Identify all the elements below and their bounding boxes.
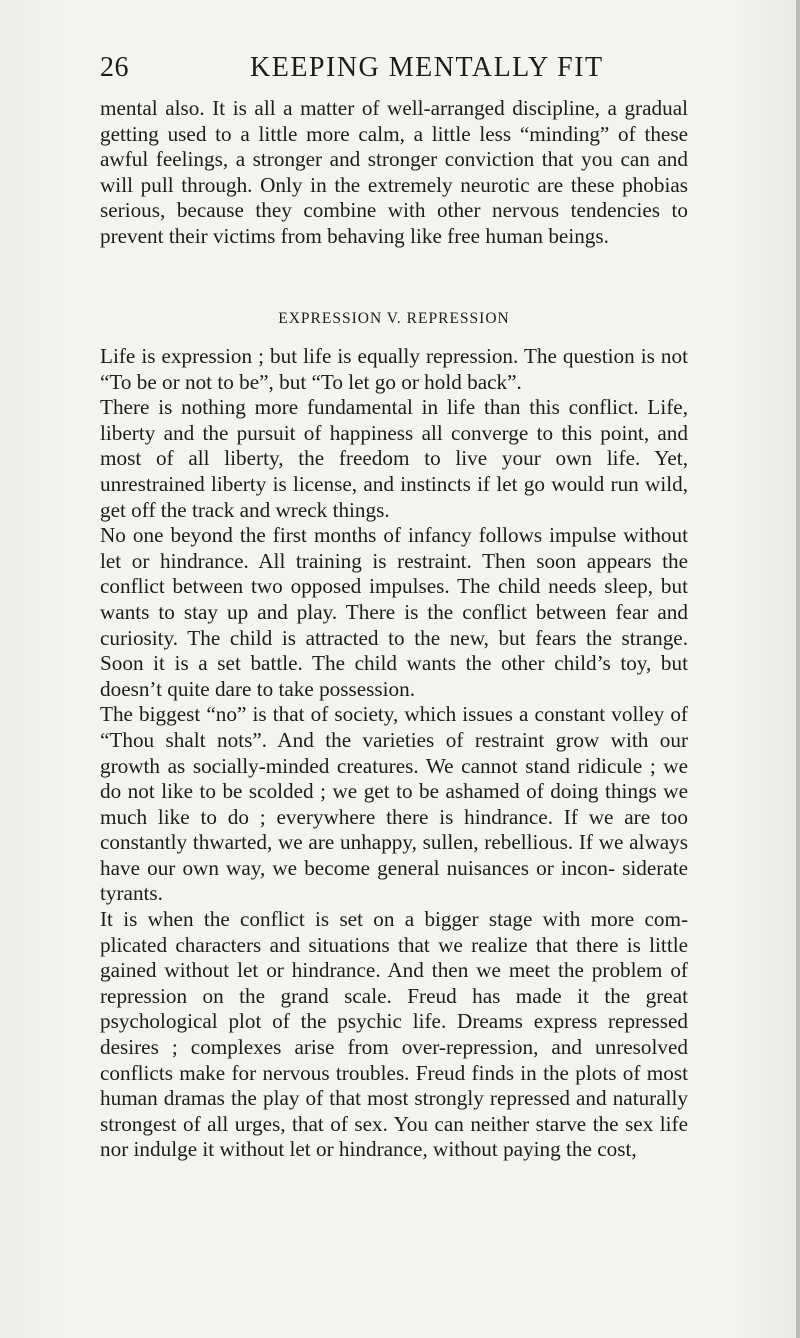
intro-text-block [100, 96, 688, 250]
section-heading: EXPRESSION V. REPRESSION [278, 310, 510, 327]
page-number: 26 [100, 52, 129, 83]
main-text-block [100, 344, 688, 1163]
running-head: KEEPING MENTALLY FIT [250, 52, 604, 83]
page-header [100, 52, 700, 92]
paragraph: Life is expression ; but life is equally repression. The question is not “To be or not to be”, but “To let go or hold back”. [100, 344, 688, 394]
paragraph: No one beyond the first months of infancy follows impulse without let or hindrance. All training is restraint. Then soon appears the conflict between two opposed impulses. The child needs sleep, but wants to stay up and play. There is the conflict between fear and curiosity. The child is attracted to the new, but fears the strange. Soon it is a set battle. The child wants the other child’s toy, but doesn’t quite dare to take possession. [100, 523, 688, 701]
paragraph: The biggest “no” is that of society, which issues a constant volley of “Thou shalt nots”. And the varieties of restraint grow with our growth as socially-minded creatures. We cannot stand ridicule ; we do not like to be scolded ; we get to be ashamed of doing things we much like to do ; everywhere there is hindrance. If we are too constantly thwarted, we are unhappy, sullen, rebellious. If we always have our own way, we become general nuisances or incon- siderate tyrants. [100, 702, 688, 906]
paragraph: There is nothing more fundamental in life than this conflict. Life, liberty and the pursuit of happiness all converge to this point, and most of all liberty, the freedom to live your own life. Yet, unrestrained liberty is license, and instincts if let go would run wild, get off the track and wreck things. [100, 395, 688, 522]
paragraph: It is when the conflict is set on a bigger stage with more com- plicated characters and situations that we realize that there is little gained without let or hindrance. And then we meet the problem of repression on the grand scale. Freud has made it the great psychological plot of the psychic life. Dreams express repressed desires ; complexes arise from over-repression, and unresolved conflicts make for nervous troubles. Freud finds in the plots of most human dramas the play of that most strongly repressed and naturally strongest of all urges, that of sex. You can neither starve the sex life nor indulge it without let or hindrance, without paying the cost, [100, 907, 688, 1162]
paragraph: mental also. It is all a matter of well-arranged discipline, a gradual getting used to a little more calm, a little less “minding” of these awful feelings, a stronger and stronger conviction that you can and will pull through. Only in the extremely neurotic are these phobias serious, because they combine with other nervous tendencies to prevent their victims from behaving like free human beings. [100, 96, 688, 248]
page-edge-shadow [796, 0, 800, 1338]
